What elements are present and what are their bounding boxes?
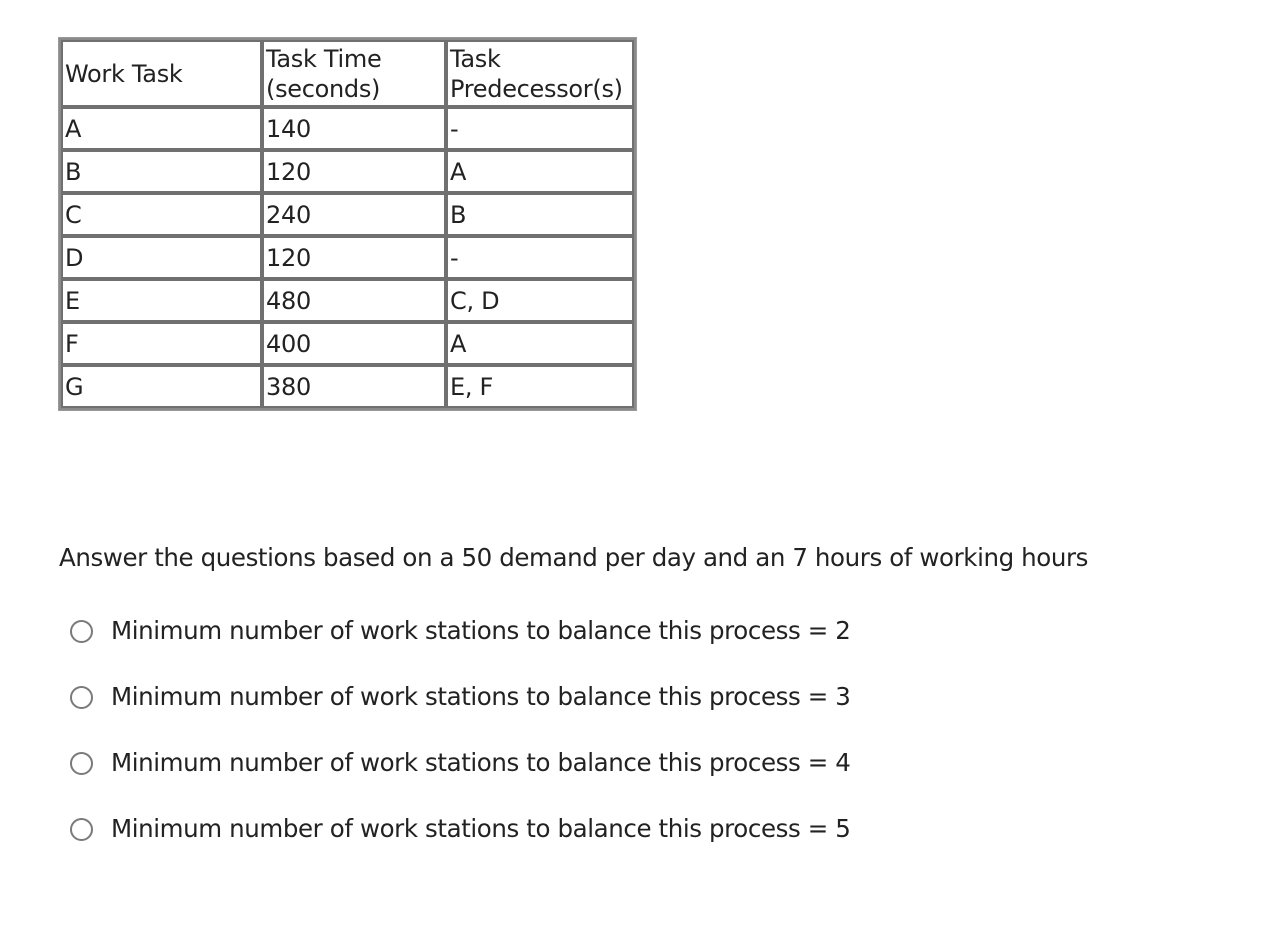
answer-option-2[interactable] [70,598,850,664]
table-row [61,236,634,279]
cell-task: B [61,150,262,193]
answer-option-label[interactable]: Minimum number of work stations to balance this process = 2 [111,616,851,645]
cell-time: 140 [262,107,446,150]
cell-predecessors: - [446,236,634,279]
answer-option-3[interactable] [70,664,850,730]
header-task-time [262,40,446,107]
header-task-predecessors-line1: Task [450,44,501,73]
table-header-row [61,40,634,107]
cell-task: F [61,322,262,365]
cell-task: A [61,107,262,150]
answer-option-label[interactable]: Minimum number of work stations to balance this process = 3 [111,682,851,711]
table-row [61,322,634,365]
cell-predecessors: B [446,193,634,236]
table-row [61,107,634,150]
header-work-task-label: Work Task [65,59,183,88]
answer-option-label[interactable]: Minimum number of work stations to balance this process = 5 [111,814,851,843]
cell-time: 120 [262,150,446,193]
cell-predecessors: A [446,322,634,365]
cell-time: 240 [262,193,446,236]
task-table [59,38,636,410]
radio-button[interactable] [70,752,93,775]
cell-task: G [61,365,262,408]
radio-button[interactable] [70,818,93,841]
header-task-time-line2: (seconds) [266,74,381,103]
table-row [61,279,634,322]
cell-time: 380 [262,365,446,408]
answer-options [70,598,850,862]
cell-predecessors: E, F [446,365,634,408]
table-row [61,193,634,236]
cell-task: E [61,279,262,322]
cell-time: 400 [262,322,446,365]
answer-option-4[interactable] [70,730,850,796]
table-row [61,150,634,193]
answer-option-label[interactable]: Minimum number of work stations to balance this process = 4 [111,748,851,777]
header-task-time-line1: Task Time [266,44,382,73]
cell-time: 480 [262,279,446,322]
cell-time: 120 [262,236,446,279]
radio-button[interactable] [70,620,93,643]
header-task-predecessors-line2: Predecessor(s) [450,74,623,103]
header-work-task [61,40,262,107]
header-task-predecessors [446,40,634,107]
cell-predecessors: - [446,107,634,150]
cell-task: C [61,193,262,236]
cell-task: D [61,236,262,279]
question-text: Answer the questions based on a 50 demand per day and an 7 hours of working hours [59,543,1089,572]
cell-predecessors: A [446,150,634,193]
answer-option-5[interactable] [70,796,850,862]
radio-button[interactable] [70,686,93,709]
cell-predecessors: C, D [446,279,634,322]
table-row [61,365,634,408]
